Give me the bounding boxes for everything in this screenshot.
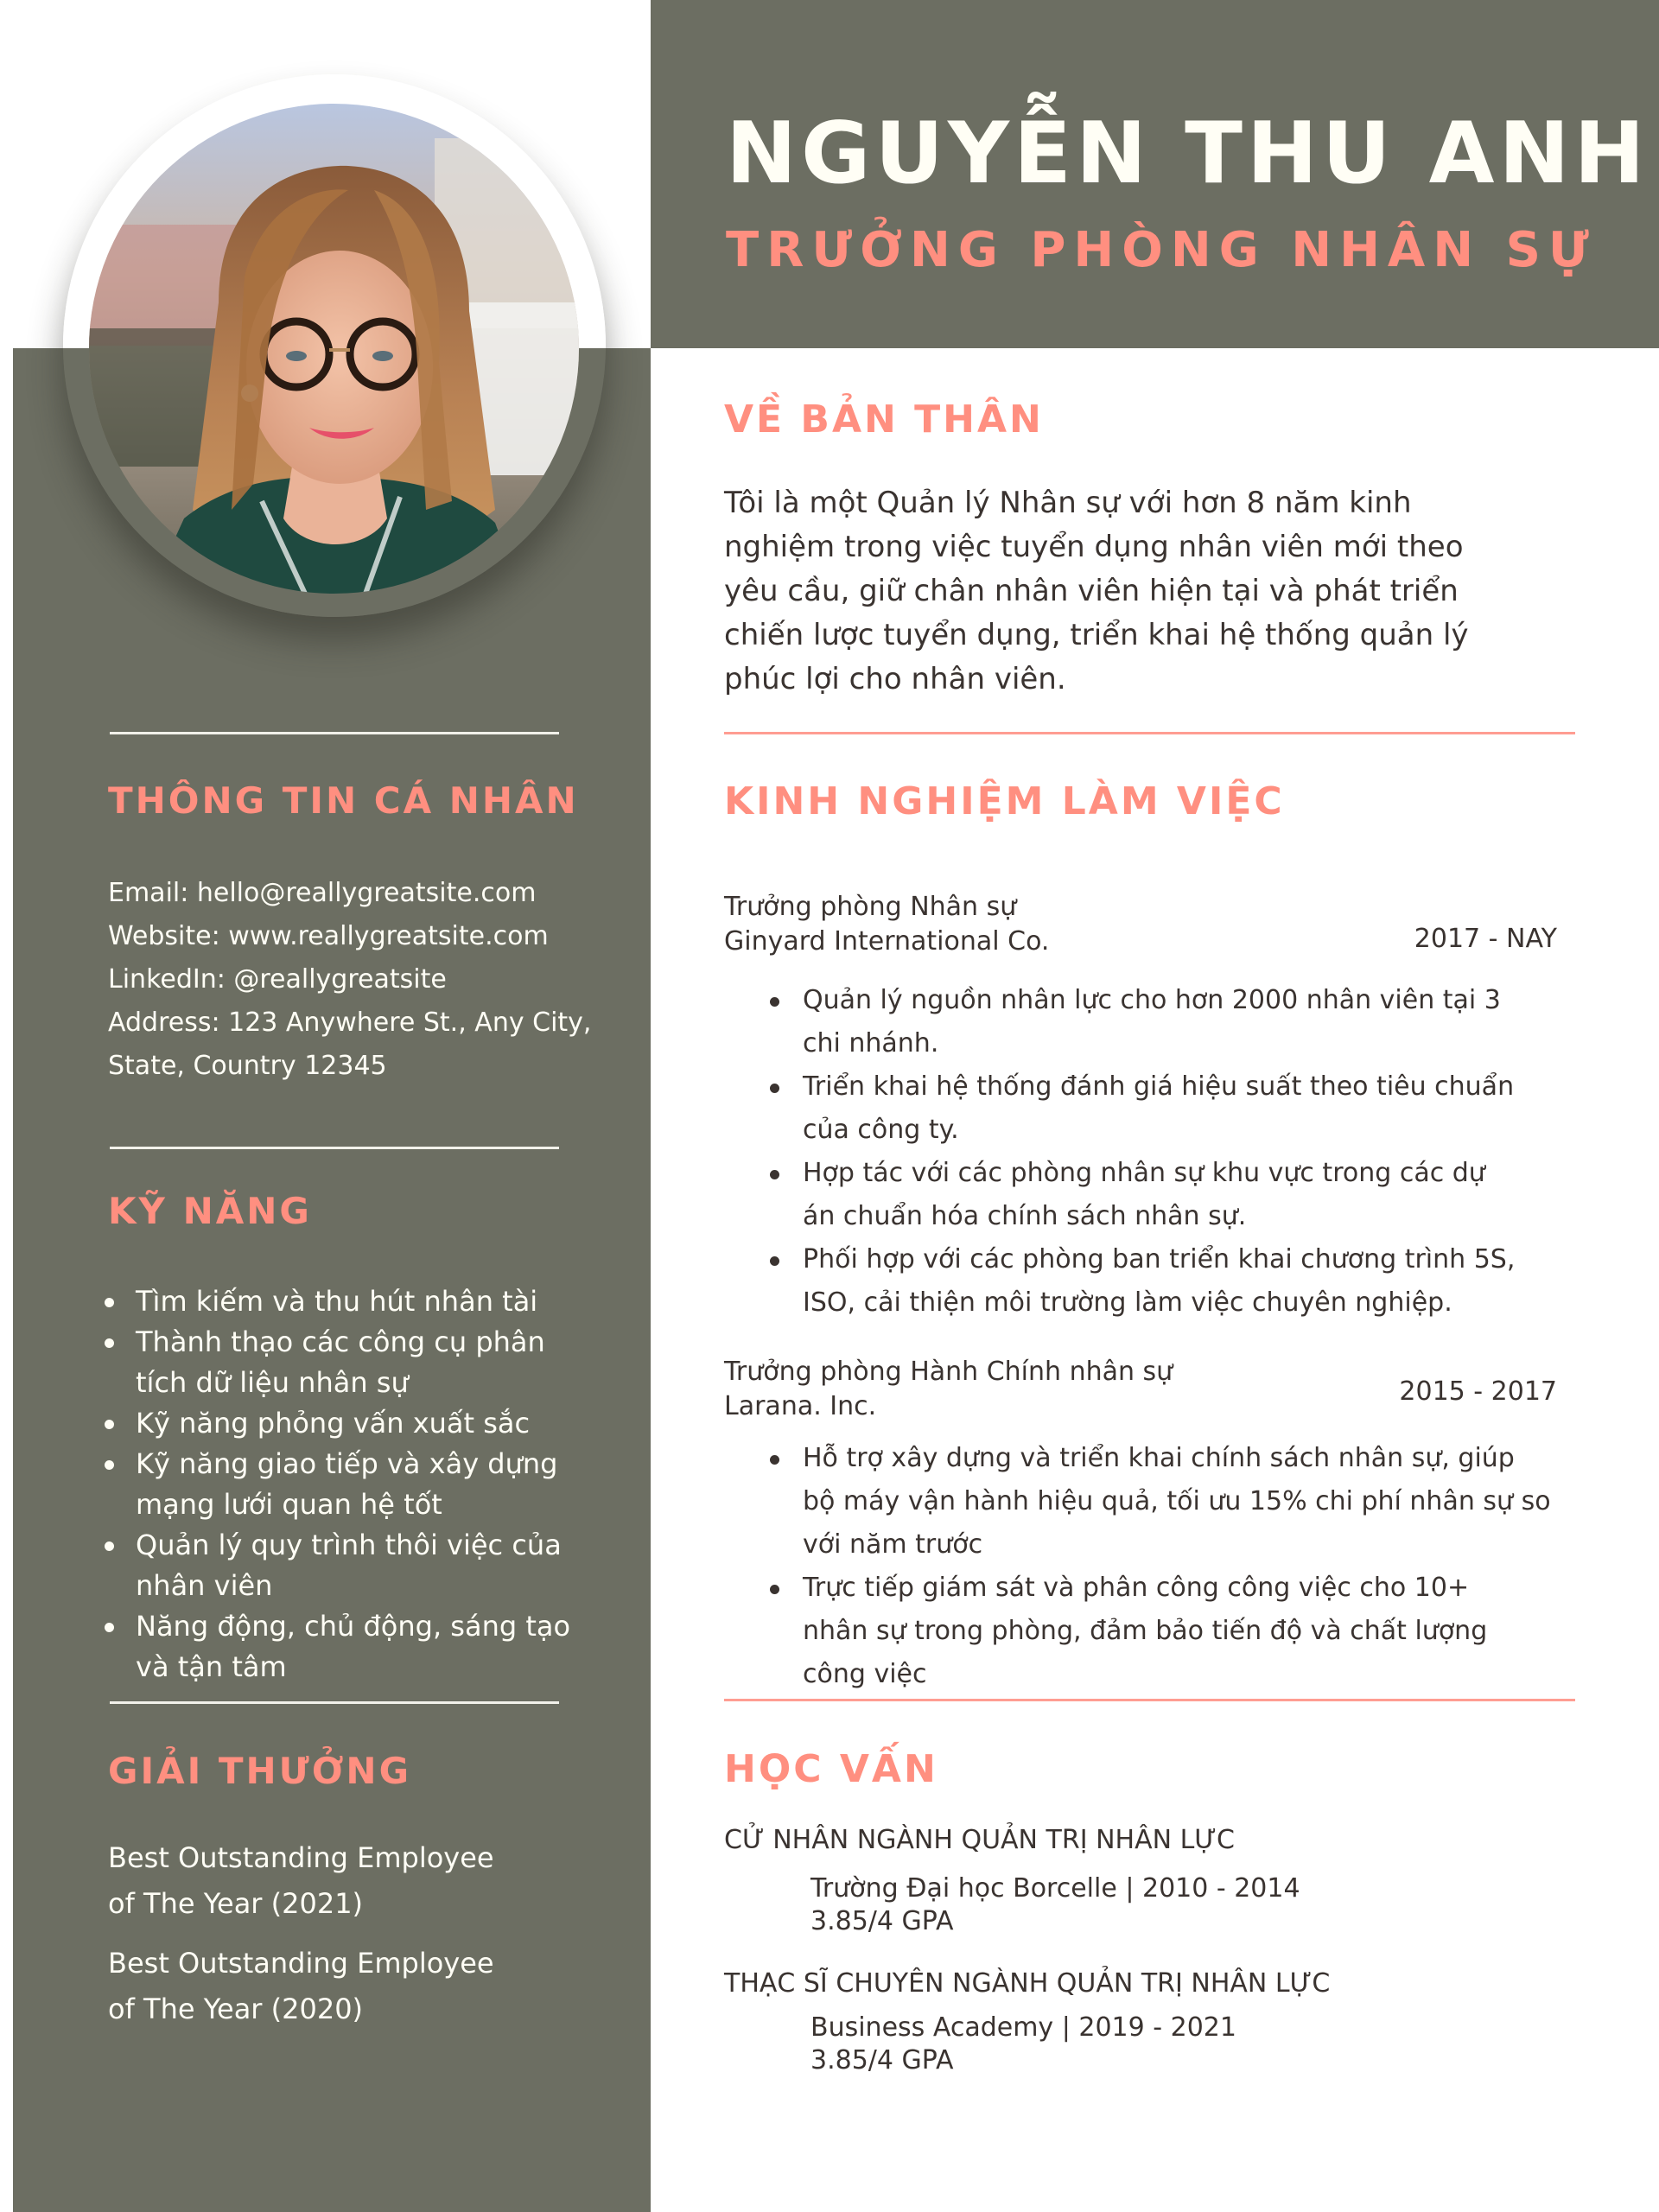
bullet-icon [105,1541,114,1551]
skill-text: Quản lý quy trình thôi việc của [136,1529,562,1561]
sidebar-divider [110,1701,559,1704]
experience-heading: KINH NGHIỆM LÀM VIỆC [724,779,1285,823]
award-item [108,1835,494,1927]
skill-text: Thành thạo các công cụ phân [136,1325,545,1358]
contact-address: State, Country 12345 [108,1051,387,1081]
skills-list [136,1281,570,1688]
job-company: Larana. Inc. [724,1391,877,1421]
bullet-icon [770,1084,779,1093]
job-header [724,1355,1173,1424]
skill-item [136,1281,570,1322]
skill-item [136,1322,570,1403]
candidate-name: NGUYỄN THU ANH [726,105,1649,203]
edu-details [810,1872,1300,1938]
bullet-text: công việc [803,1659,927,1689]
about-line: yêu cầu, giữ chân nhân viên hiện tại và phát triển [724,574,1459,608]
skill-item [136,1606,570,1688]
section-divider [724,732,1575,734]
contact-address: Address: 123 Anywhere St., Any City, [108,1007,592,1038]
skill-text: Tìm kiếm và thu hút nhân tài [136,1285,538,1318]
sidebar-divider [110,732,559,734]
bullet-text: Trực tiếp giám sát và phân công công việc cho 10+ [803,1573,1470,1603]
edu-school: Trường Đại học Borcelle | 2010 - 2014 [810,1873,1300,1904]
skill-text: tích dữ liệu nhân sự [136,1366,409,1399]
edu-degree: CỬ NHÂN NGÀNH QUẢN TRỊ NHÂN LỰC [724,1825,1235,1855]
bullet-icon [770,1455,779,1465]
bullet-text: Phối hợp với các phòng ban triển khai chương trình 5S, [803,1244,1516,1274]
bullet-icon [105,1420,114,1429]
bullet-item [803,1437,1551,1567]
contact-list [108,872,591,1088]
bullet-text: án chuẩn hóa chính sách nhân sự. [803,1201,1247,1231]
skill-text: Kỹ năng giao tiếp và xây dựng [136,1447,558,1480]
contact-email: Email: hello@reallygreatsite.com [108,878,537,908]
skill-item [136,1444,570,1525]
sidebar-divider [110,1147,559,1149]
bullet-text: với năm trước [803,1529,983,1560]
award-text: Best Outstanding Employee [108,1947,494,1980]
edu-gpa: 3.85/4 GPA [810,1906,954,1936]
about-line: Tôi là một Quản lý Nhân sự với hơn 8 năm kinh [724,486,1412,520]
bullet-icon [770,997,779,1007]
job-period: 2015 - 2017 [1399,1376,1557,1407]
award-item [108,1941,494,2032]
about-heading: VỀ BẢN THÂN [724,397,1044,442]
skill-text: mạng lưới quan hệ tốt [136,1488,442,1521]
job-title: Trưởng phòng Nhân sự [724,892,1017,922]
bullet-item [803,1065,1515,1152]
contact-linkedin: LinkedIn: @reallygreatsite [108,964,447,995]
bullet-icon [105,1460,114,1470]
about-line: nghiệm trong việc tuyển dụng nhân viên mới theo [724,530,1464,564]
bullet-icon [770,1256,779,1266]
skill-item [136,1525,570,1606]
awards-heading: GIẢI THƯỞNG [108,1750,412,1792]
bullet-text: chi nhánh. [803,1028,939,1058]
section-divider [724,1699,1575,1701]
contact-website: Website: www.reallygreatsite.com [108,921,549,951]
bullet-icon [105,1623,114,1632]
about-line: phúc lợi cho nhân viên. [724,662,1066,696]
skill-item [136,1403,570,1444]
bullet-item [803,979,1515,1065]
award-text: of The Year (2021) [108,1887,364,1920]
bullet-icon [770,1585,779,1594]
bullet-text: ISO, cải thiện môi trường làm việc chuyên nghiệp. [803,1287,1452,1318]
job-bullets [803,979,1515,1325]
bullet-item [803,1238,1515,1325]
bullet-icon [105,1338,114,1348]
edu-gpa: 3.85/4 GPA [810,2045,954,2075]
award-text: of The Year (2020) [108,1993,364,2025]
skill-text: và tận tâm [136,1650,287,1683]
bullet-text: Quản lý nguồn nhân lực cho hơn 2000 nhân viên tại 3 [803,985,1501,1015]
bullet-text: nhân sự trong phòng, đảm bảo tiến độ và chất lượng [803,1616,1488,1646]
job-period: 2017 - NAY [1414,924,1557,954]
skill-text: Kỹ năng phỏng vấn xuất sắc [136,1407,531,1440]
bullet-item [803,1152,1515,1238]
education-heading: HỌC VẤN [724,1747,938,1791]
bullet-item [803,1567,1551,1696]
edu-details [810,2012,1236,2077]
bullet-text: Hỗ trợ xây dựng và triển khai chính sách nhân sự, giúp [803,1443,1515,1473]
bullet-text: của công ty. [803,1115,959,1145]
bullet-icon [770,1170,779,1179]
edu-degree: THẠC SĨ CHUYÊN NGÀNH QUẢN TRỊ NHÂN LỰC [724,1968,1331,1999]
bullet-text: Hợp tác với các phòng nhân sự khu vực trong các dự [803,1158,1485,1188]
job-header [724,890,1049,959]
candidate-title: TRƯỞNG PHÒNG NHÂN SỰ [726,222,1597,278]
bullet-text: Triển khai hệ thống đánh giá hiệu suất theo tiêu chuẩn [803,1071,1515,1102]
award-text: Best Outstanding Employee [108,1841,494,1874]
skill-text: Năng động, chủ động, sáng tạo [136,1610,571,1643]
job-bullets [803,1437,1551,1696]
edu-school: Business Academy | 2019 - 2021 [810,2012,1236,2043]
about-line: chiến lược tuyển dụng, triển khai hệ thống quản lý [724,618,1469,652]
skill-text: nhân viên [136,1569,273,1602]
personal-info-heading: THÔNG TIN CÁ NHÂN [108,779,579,822]
about-paragraph [724,481,1469,702]
bullet-text: bộ máy vận hành hiệu quả, tối ưu 15% chi phí nhân sự so [803,1486,1551,1516]
bullet-icon [105,1298,114,1307]
profile-photo [89,104,579,594]
job-title: Trưởng phòng Hành Chính nhân sự [724,1357,1173,1387]
skills-heading: KỸ NĂNG [108,1190,312,1232]
sidebar-panel [13,348,651,2212]
job-company: Ginyard International Co. [724,926,1050,957]
